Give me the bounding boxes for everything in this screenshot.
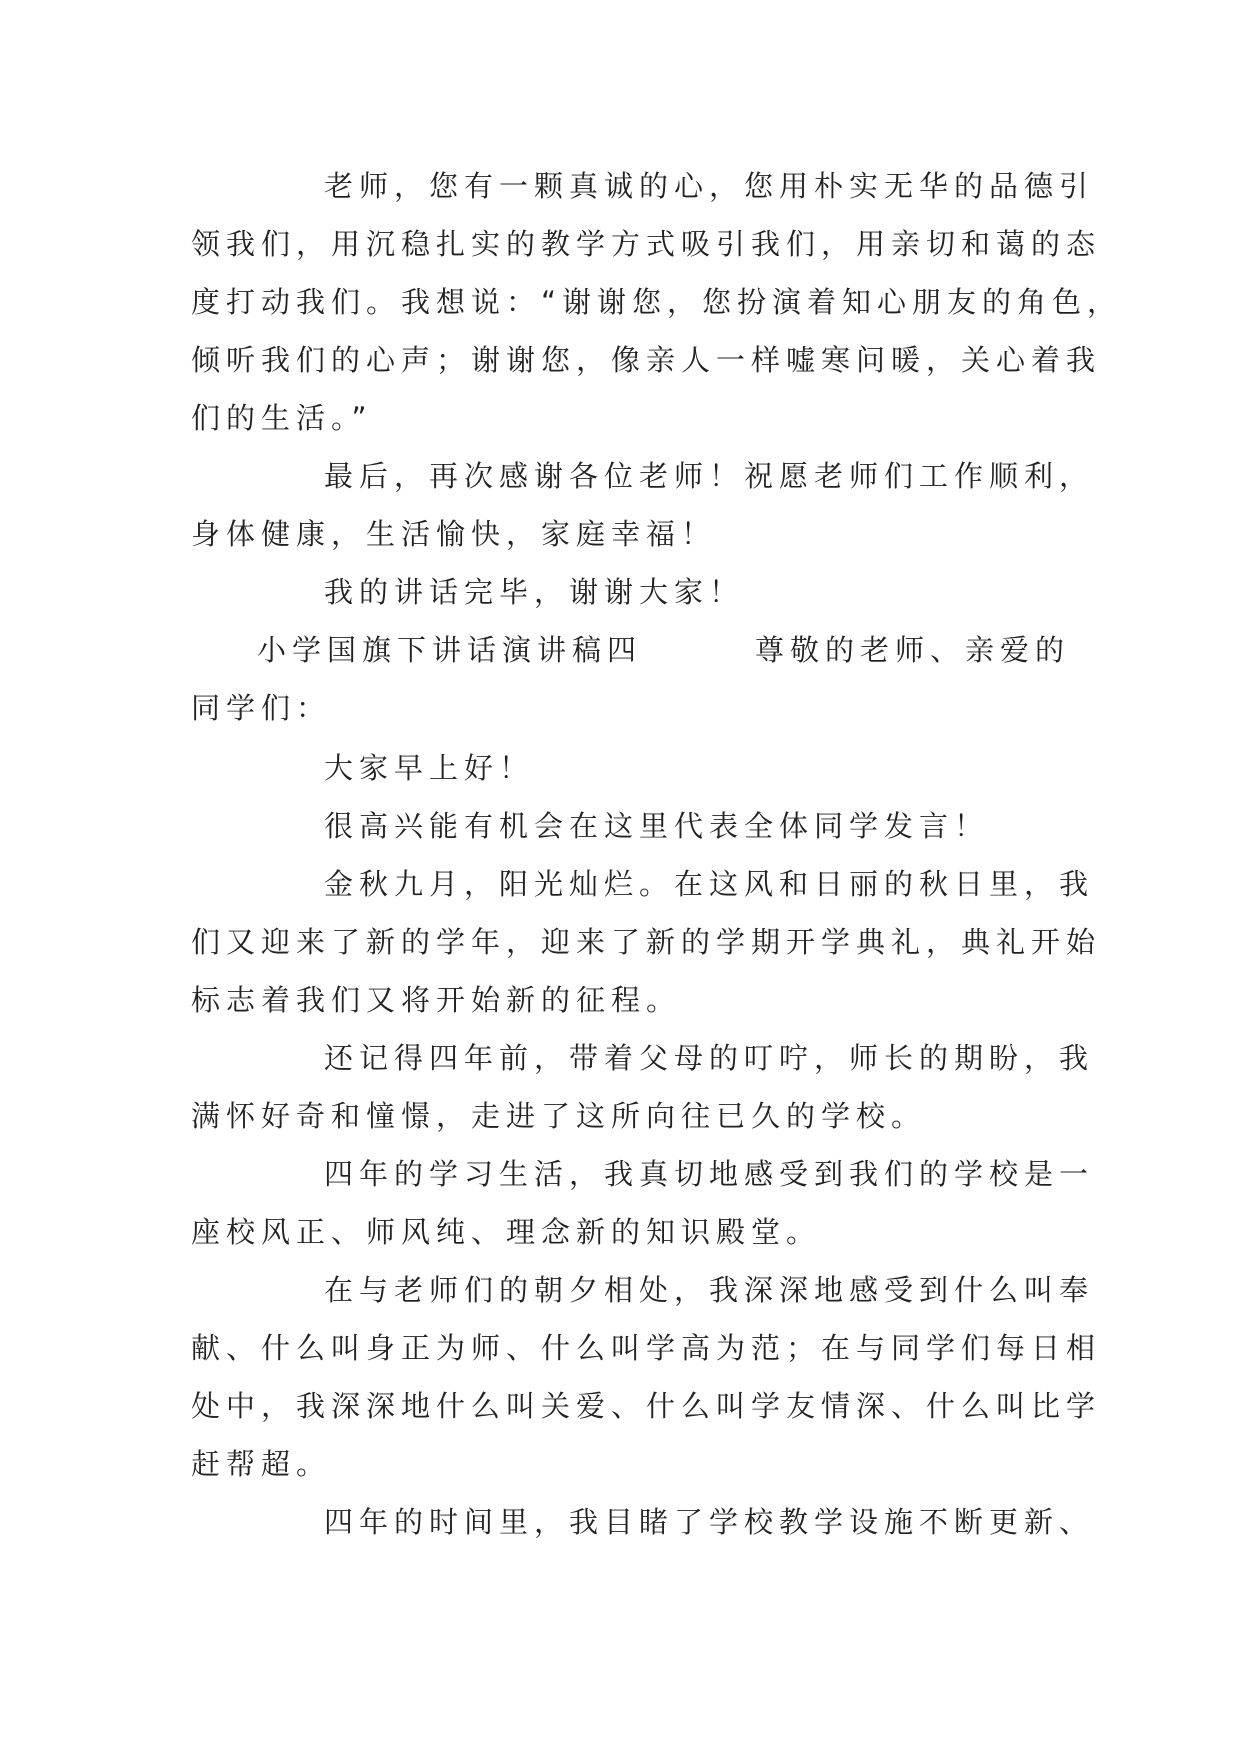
text-line: 身体健康，生活愉快，家庭幸福！ xyxy=(191,517,717,551)
text-line: 们的生活。” xyxy=(191,401,373,435)
section-heading: 小学国旗下讲话演讲稿四 xyxy=(257,633,643,667)
text-line: 还记得四年前，带着父母的叮咛，师长的期盼，我 xyxy=(324,1041,1095,1075)
text-line: 们又迎来了新的学年，迎来了新的学期开学典礼，典礼开始 xyxy=(191,925,1102,959)
text-line: 同学们： xyxy=(191,691,332,725)
text-line: 四年的时间里，我目睹了学校教学设施不断更新、 xyxy=(324,1505,1095,1539)
text-line: 处中，我深深地什么叫关爱、什么叫学友情深、什么叫比学 xyxy=(191,1389,1102,1423)
text-line: 大家早上好！ xyxy=(324,751,535,785)
text-line: 最后，再次感谢各位老师！祝愿老师们工作顺利， xyxy=(324,459,1095,493)
text-line: 老师，您有一颗真诚的心，您用朴实无华的品德引 xyxy=(324,169,1095,203)
text-line: 度打动我们。我想说：“谢谢您，您扮演着知心朋友的角色， xyxy=(191,285,1123,319)
salutation: 尊敬的老师、亲爱的 xyxy=(755,633,1071,667)
text-line: 很高兴能有机会在这里代表全体同学发言！ xyxy=(324,809,990,843)
text-line: 领我们，用沉稳扎实的教学方式吸引我们，用亲切和蔼的态 xyxy=(191,227,1102,261)
text-line: 倾听我们的心声；谢谢您，像亲人一样嘘寒问暖，关心着我 xyxy=(191,343,1102,377)
text-line: 标志着我们又将开始新的征程。 xyxy=(191,983,682,1017)
text-line: 满怀好奇和憧憬，走进了这所向往已久的学校。 xyxy=(191,1099,927,1133)
text-line: 在与老师们的朝夕相处，我深深地感受到什么叫奉 xyxy=(324,1273,1095,1307)
text-line: 座校风正、师风纯、理念新的知识殿堂。 xyxy=(191,1215,822,1249)
text-line: 四年的学习生活，我真切地感受到我们的学校是一 xyxy=(324,1157,1095,1191)
text-line: 赶帮超。 xyxy=(191,1447,332,1481)
text-line: 献、什么叫身正为师、什么叫学高为范；在与同学们每日相 xyxy=(191,1331,1102,1365)
text-line: 金秋九月，阳光灿烂。在这风和日丽的秋日里，我 xyxy=(324,867,1095,901)
text-line: 我的讲话完毕，谢谢大家！ xyxy=(324,575,745,609)
